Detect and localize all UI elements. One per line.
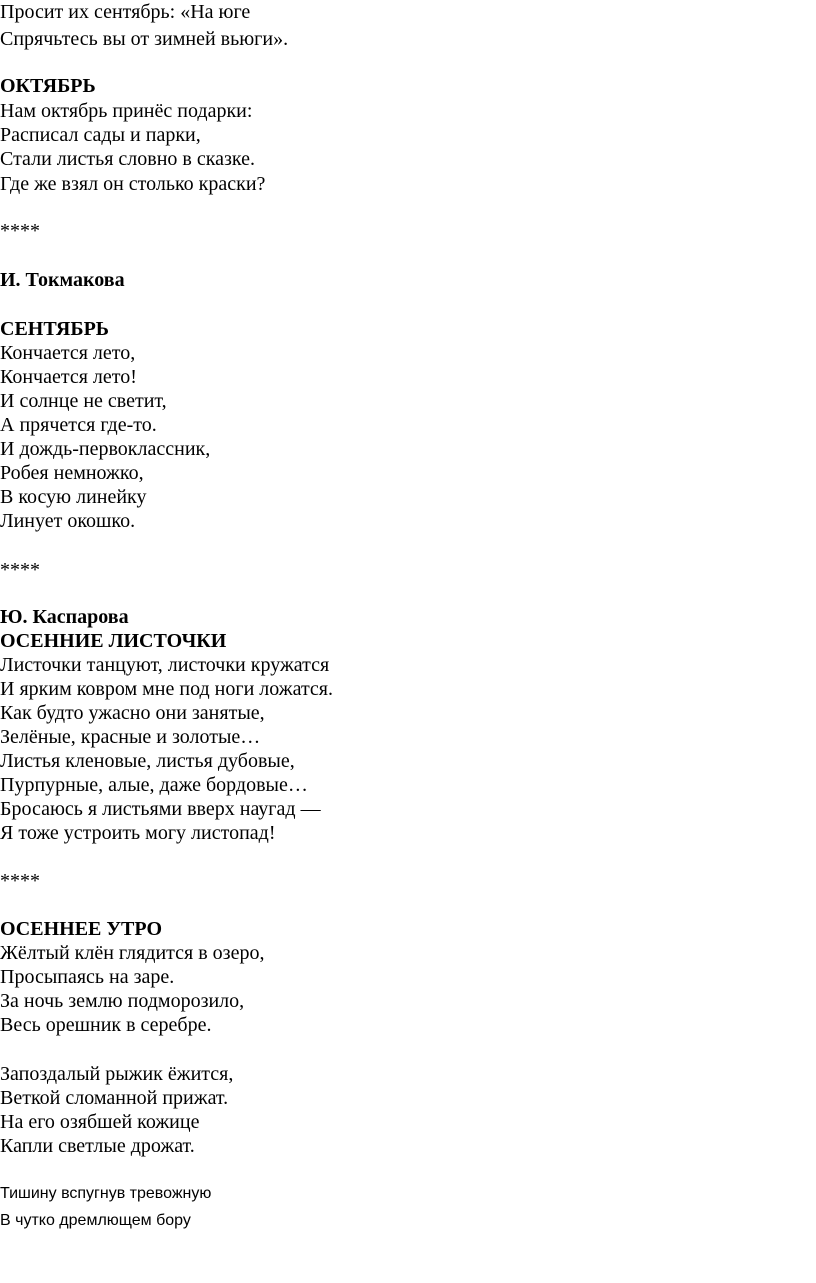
poem-line: Расписал сады и парки,	[0, 124, 201, 146]
intro-line: Просит их сентябрь: «На юге	[0, 1, 251, 23]
poem-line: И солнце не светит,	[0, 390, 167, 412]
poem-line: В чутко дремлющем бору	[0, 1212, 191, 1229]
poem-line: В косую линейку	[0, 486, 147, 508]
poem-line: Пурпурные, алые, даже бордовые…	[0, 774, 308, 796]
poem-line: И ярким ковром мне под ноги ложатся.	[0, 678, 334, 700]
author-name: Ю. Каспарова	[0, 606, 129, 628]
poem-line: Запоздалый рыжик ёжится,	[0, 1063, 234, 1085]
poem-line: Я тоже устроить могу листопад!	[0, 822, 276, 844]
poem-line: На его озябшей кожице	[0, 1111, 200, 1133]
separator: ****	[0, 870, 40, 892]
poem-line: Кончается лето!	[0, 366, 137, 388]
poem-line: Листья кленовые, листья дубовые,	[0, 750, 295, 772]
poem-title: СЕНТЯБРЬ	[0, 318, 110, 340]
poem-line: Веткой сломанной прижат.	[0, 1087, 229, 1109]
poem-line: Просыпаясь на заре.	[0, 966, 175, 988]
separator: ****	[0, 559, 40, 581]
intro-line: Спрячьтесь вы от зимней вьюги».	[0, 28, 289, 50]
poem-line: Весь орешник в серебре.	[0, 1014, 212, 1036]
poem-line: Зелёные, красные и золотые…	[0, 726, 261, 748]
poem-line: Жёлтый клён глядится в озеро,	[0, 942, 265, 964]
author-name: И. Токмакова	[0, 269, 125, 291]
october-title: ОКТЯБРЬ	[0, 75, 96, 97]
poem-line: Тишину вспугнув тревожную	[0, 1185, 212, 1202]
poem-line: Нам октябрь принёс подарки:	[0, 100, 253, 122]
poem-title: ОСЕННИЕ ЛИСТОЧКИ	[0, 630, 227, 652]
poem-title: ОСЕННЕЕ УТРО	[0, 918, 163, 940]
poem-line: Кончается лето,	[0, 342, 136, 364]
poem-line: Где же взял он столько краски?	[0, 173, 266, 195]
separator: ****	[0, 220, 40, 242]
poem-line: И дождь-первоклассник,	[0, 438, 211, 460]
poem-line: За ночь землю подморозило,	[0, 990, 245, 1012]
poem-line: А прячется где-то.	[0, 414, 157, 436]
poem-line: Бросаюсь я листьями вверх наугад —	[0, 798, 321, 820]
poem-line: Листочки танцуют, листочки кружатся	[0, 654, 330, 676]
poem-line: Стали листья словно в сказке.	[0, 148, 256, 170]
poem-line: Линует окошко.	[0, 510, 136, 532]
poem-line: Как будто ужасно они занятые,	[0, 702, 265, 724]
poem-line: Робея немножко,	[0, 462, 144, 484]
poem-line: Капли светлые дрожат.	[0, 1135, 195, 1157]
